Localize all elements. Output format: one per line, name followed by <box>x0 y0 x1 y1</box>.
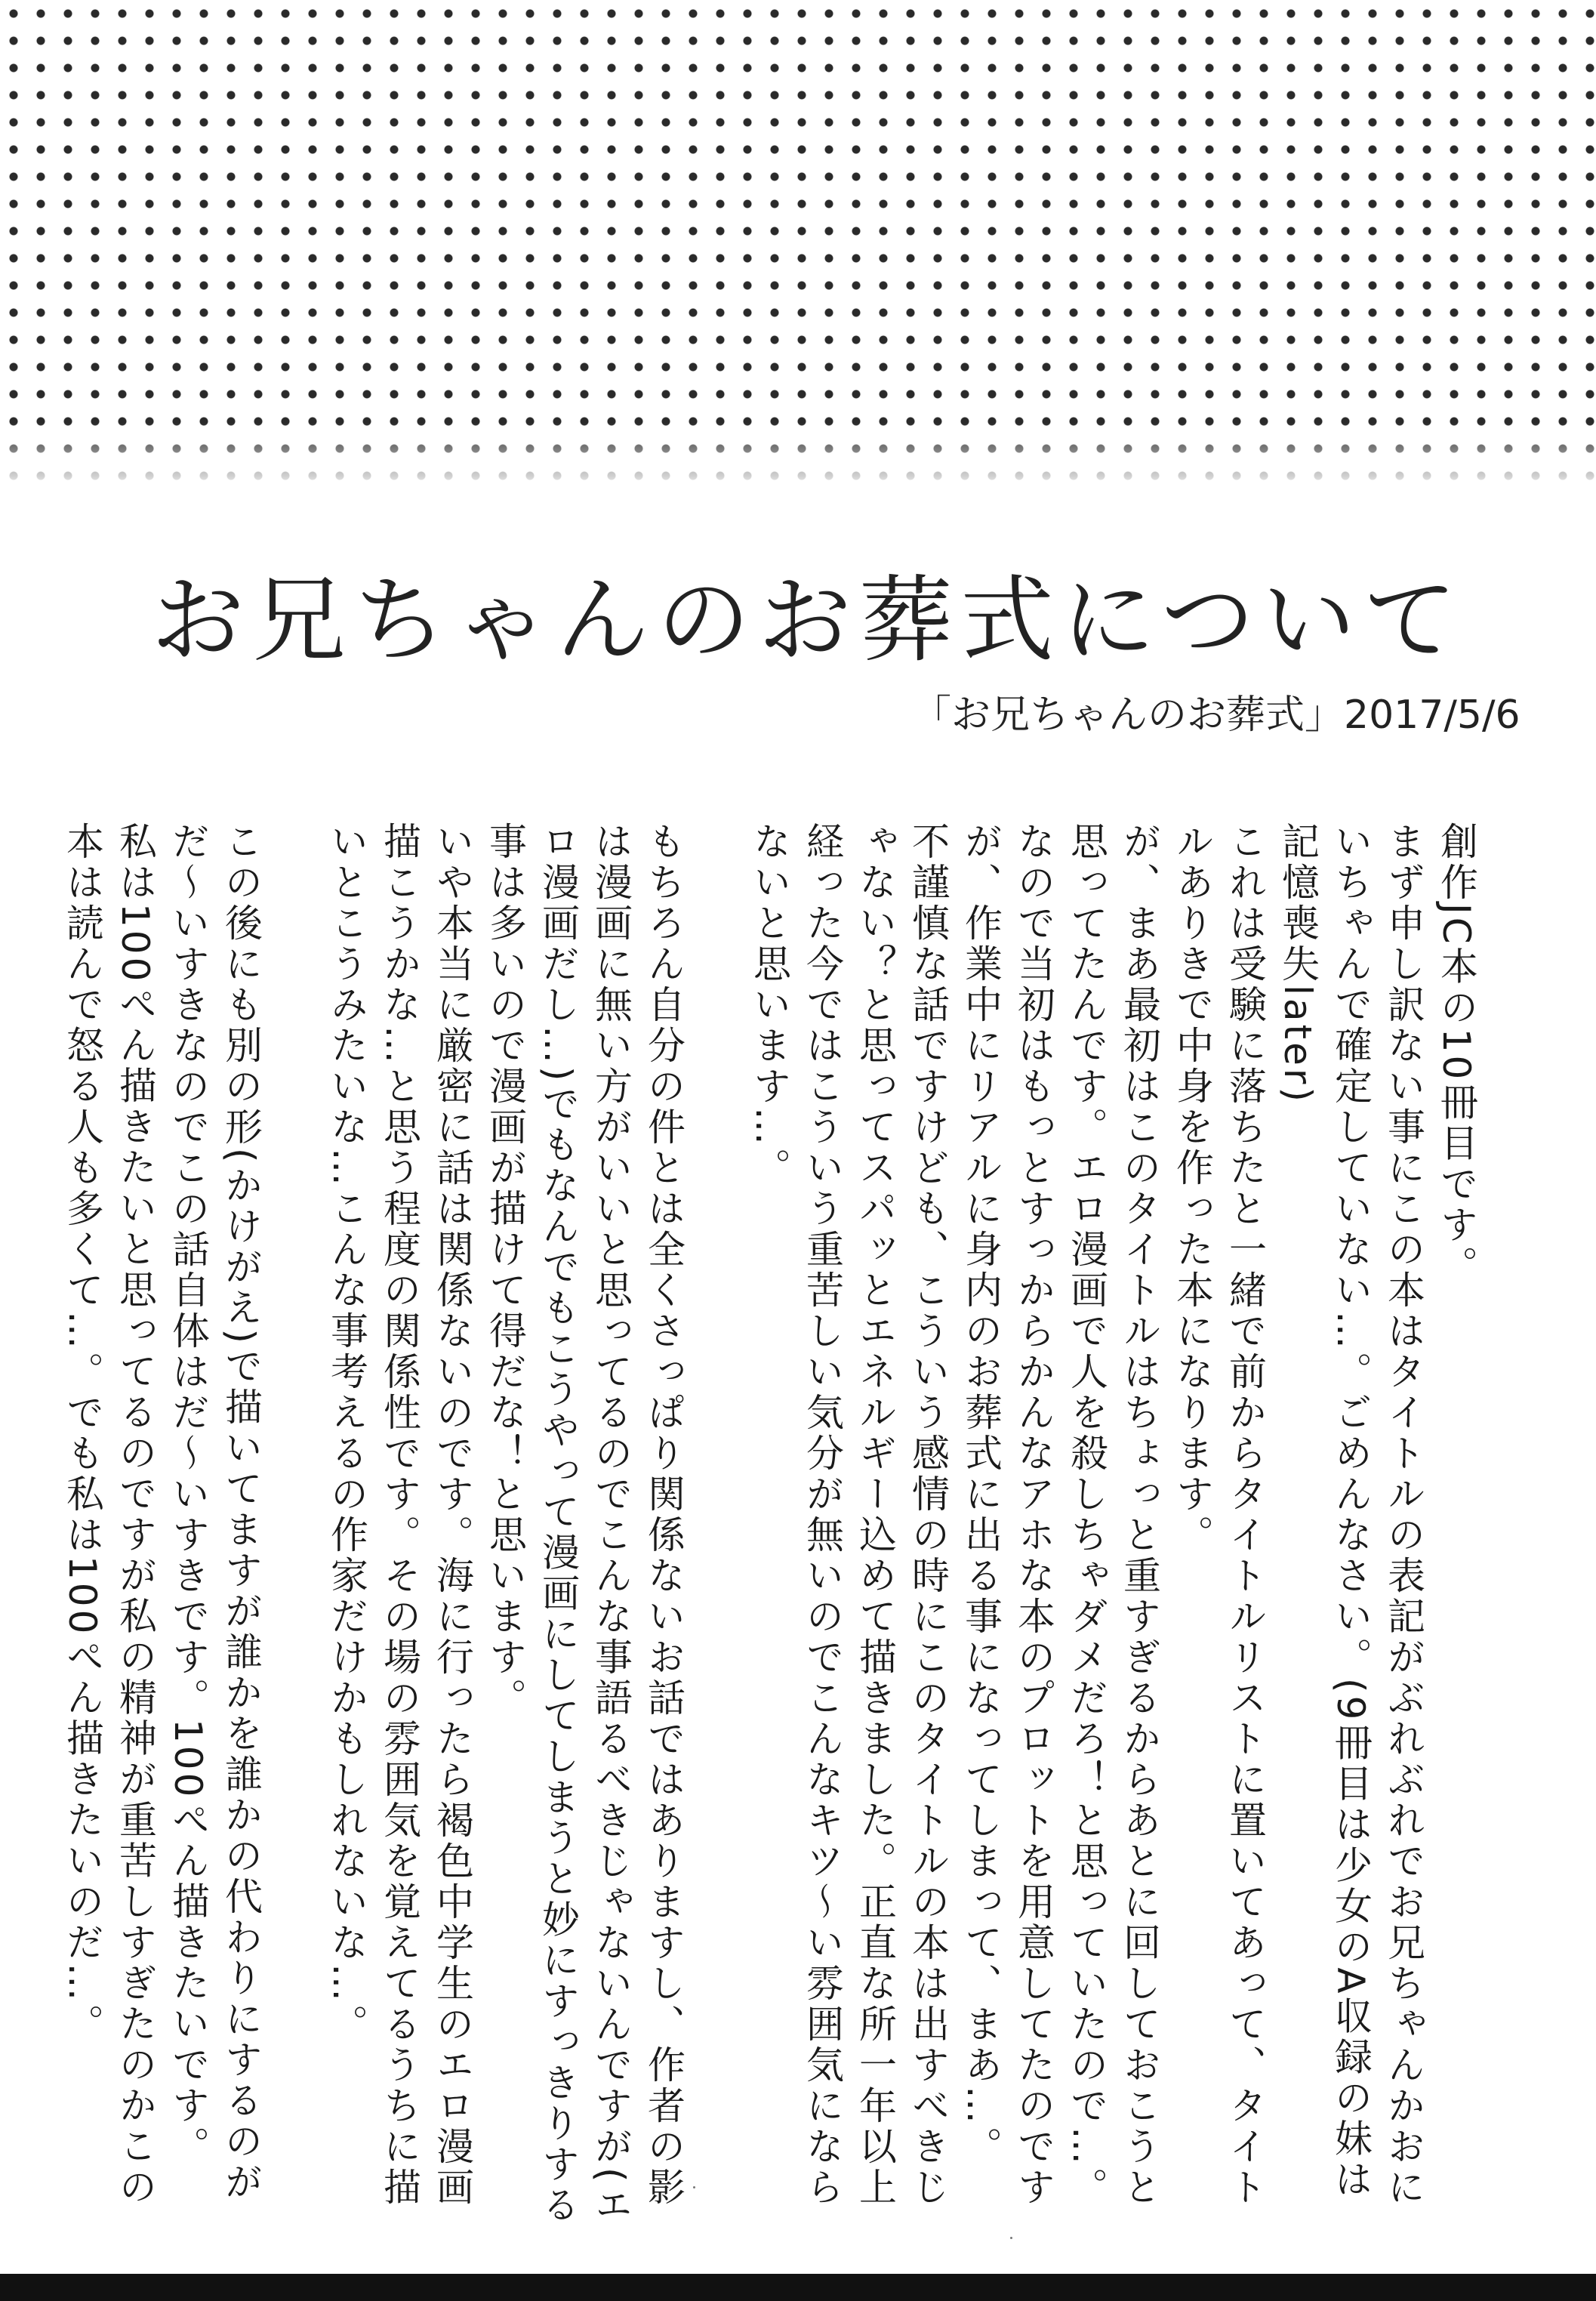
paragraph-1: 創作JC本の10冊目です。 まず申し訳ない事にこの本はタイトルの表記がぶれぶれでお兄ちゃんかおにいちゃんで確定していない…。ごめんなさい。(9冊目は少女のA収録の妹は記憶喪失later) <box>1276 822 1478 2208</box>
page-subtitle: 「お兄ちゃんのお葬式」2017/5/6 <box>912 692 1521 738</box>
dot-pattern-header <box>0 0 1596 491</box>
scan-speck <box>1010 2237 1012 2239</box>
page-title: お兄ちゃんのお葬式について <box>151 566 1465 675</box>
dot-pattern-fade <box>0 423 1596 491</box>
afterword-body <box>60 822 1483 2226</box>
paragraph-3: もちろん自分の件とは全くさっぱり関係ないお話ではありますし、作者の影は漫画に無い方がいいと思ってるのでこんな事語るべきじゃないんですが(エロ漫画だし…)でもなんでもこうやって漫画にしてしまうと妙にすっきりする事は多いので漫画が描けて得だな！と思います。 いや本当に厳密に話は関係ないのです。海に行ったら褐色中学生のエロ漫画描こうかな…と思う程度の関係性です。その場の雰囲気を覚えてるうちに描いとこうみたいな…こんな事考えるの作家だけかもしれないな…。 <box>325 822 686 2226</box>
scan-speck <box>693 2186 695 2188</box>
paragraph-5 <box>0 822 3 2226</box>
paragraph-2: これは受験に落ちたと一緒で前からタイトルリストに置いてあって、タイトルありきで中身を作った本になります。 が、まあ最初はこのタイトルはちょっと重すぎるからあとに回しておこうと思ってたんです。エロ漫画で人を殺しちゃダメだろ！と思っていたので…。なので当初はもっとすっからかんなアホな本のプロットを用意してたのですが、作業中にリアルに身内のお葬式に出る事になってしまって、まあ…。 不謹慎な話ですけども、こういう感情の時にこのタイトルの本は出すべきじゃない？と思ってスパッとエネルギー込めて描きました。正直な所一年以上経った今ではこういう重苦しい気分が無いのでこんなキツ〜い雰囲気にならないと思います…。 <box>747 822 1267 2208</box>
paragraph-4: この後にも別の形(かけがえ)で描いてますが誰かを誰かの代わりにするのがだ〜いすきなのでこの話自体はだ〜いすきです。100ぺん描きたいです。 私は100ぺん描きたいと思ってるのですが私の精神が重苦しすぎたのかこの本は読んで怒る人も多くて…。でも私は100ぺん描きたいのだ…。 <box>60 822 263 2208</box>
scan-bottom-edge <box>0 2274 1596 2301</box>
page-edge <box>1588 491 1596 2301</box>
